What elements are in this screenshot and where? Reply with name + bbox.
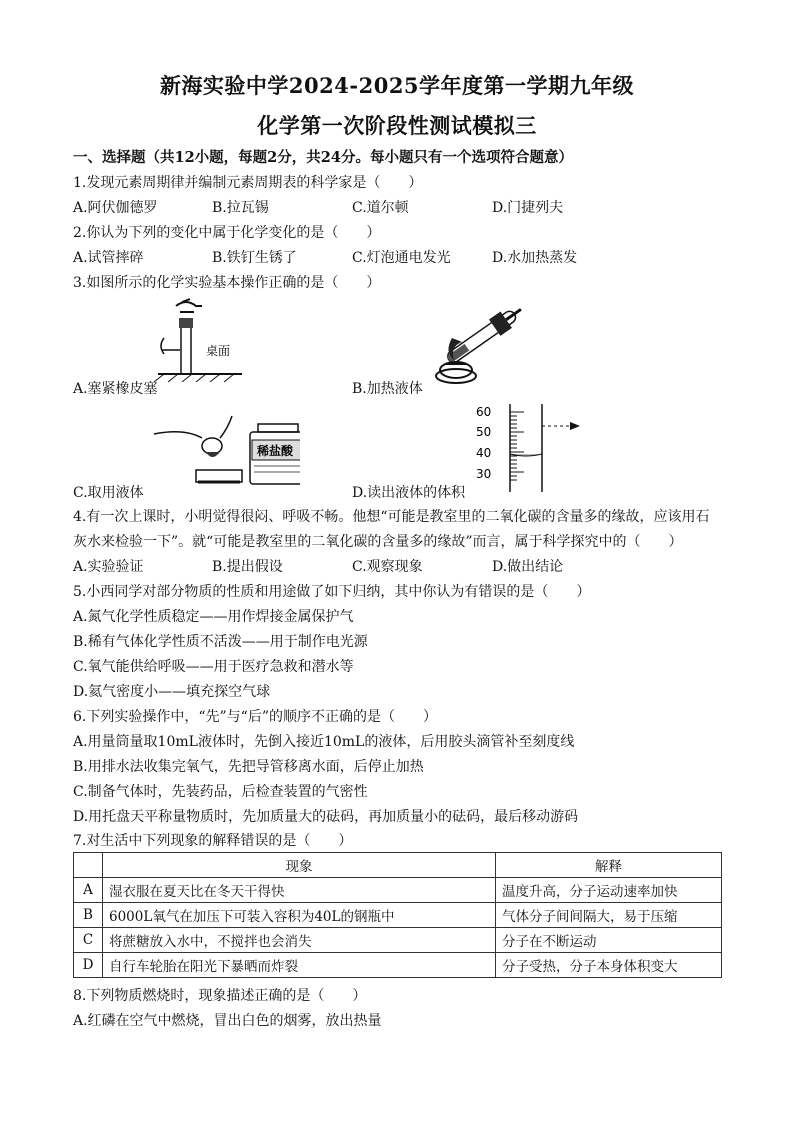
row-explanation: 分子在不断运动 [496,928,722,953]
row-phenomenon: 6000L氧气在加压下可装入容积为40L的钢瓶中 [103,903,496,928]
q8-option-a: A.红磷在空气中燃烧，冒出白色的烟雾，放出热量 [73,1013,382,1029]
question-4-stem-line1: 4.有一次上课时，小明觉得很闷、呼吸不畅。他想“可能是教室里的二氧化碳的含量多的缘故，应该用石 [73,509,710,525]
q4-option-b: B.提出假设 [212,559,283,575]
q3-option-b: B.加热液体 [352,381,423,397]
row-key: C [74,928,103,953]
q6-option-d: D.用托盘天平称量物质时，先加质量大的砝码，再加质量小的砝码，最后移动游码 [73,809,579,825]
q3-option-d: D.读出液体的体积 [352,485,466,501]
q3-option-c: C.取用液体 [73,485,144,501]
q2-option-b: B.铁钉生锈了 [212,250,297,266]
table-label: 桌面 [206,344,231,358]
table-row [74,903,722,928]
q1-option-d: D.门捷列夫 [492,200,564,216]
table-header-key [74,853,103,878]
figure-heat-liquid [428,298,532,388]
cylinder-tick-60: 60 [476,405,492,419]
q6-option-a: A.用量筒量取10mL液体时，先倒入接近10mL的液体，后用胶头滴管补至刻度线 [73,734,575,750]
figure-insert-stopper [150,298,250,382]
row-phenomenon: 自行车轮胎在阳光下暴晒而炸裂 [103,953,496,978]
reagent-bottle-label: 稀盐酸 [257,444,294,458]
row-key: D [74,953,103,978]
table-header-explanation: 解释 [496,853,722,878]
q2-option-d: D.水加热蒸发 [492,250,578,266]
figure-read-volume [470,400,582,492]
table-header-row [74,853,722,878]
question-8-stem: 8.下列物质燃烧时，现象描述正确的是（ ） [73,988,367,1004]
row-key: B [74,903,103,928]
q1-option-b: B.拉瓦锡 [212,200,269,216]
question-1-stem: 1.发现元素周期律并编制元素周期表的科学家是（ ） [73,175,423,191]
table-row [74,878,722,903]
q2-option-c: C.灯泡通电发光 [352,250,451,266]
q5-option-b: B.稀有气体化学性质不活泼——用于制作电光源 [73,634,368,650]
q3-option-a: A.塞紧橡皮塞 [73,381,158,397]
figure-take-liquid [150,408,300,490]
q6-option-b: B.用排水法收集完氧气，先把导管移离水面，后停止加热 [73,759,424,775]
q4-option-d: D.做出结论 [492,559,564,575]
table-row [74,928,722,953]
q6-option-c: C.制备气体时，先装药品，后检查装置的气密性 [73,784,368,800]
question-5-stem: 5.小西同学对部分物质的性质和用途做了如下归纳，其中你认为有错误的是（ ） [73,584,591,600]
row-key: A [74,878,103,903]
exam-subtitle: 化学第一次阶段性测试模拟三 [257,113,537,138]
row-explanation: 气体分子间间隔大，易于压缩 [496,903,722,928]
row-phenomenon: 湿衣服在夏天比在冬天干得快 [103,878,496,903]
question-6-stem: 6.下列实验操作中，“先”与“后”的顺序不正确的是（ ） [73,709,437,725]
q2-option-a: A.试管摔碎 [73,250,144,266]
section-heading: 一、选择题（共12小题，每题2分，共24分。每小题只有一个选项符合题意） [73,149,573,166]
exam-title: 新海实验中学2024-2025学年度第一学期九年级 [159,73,635,98]
q1-option-a: A.阿伏伽德罗 [73,200,158,216]
cylinder-tick-50: 50 [476,425,492,439]
q1-option-c: C.道尔顿 [352,200,409,216]
row-phenomenon: 将蔗糖放入水中，不搅拌也会消失 [103,928,496,953]
q5-option-d: D.氦气密度小——填充探空气球 [73,684,271,700]
q5-option-a: A.氮气化学性质稳定——用作焊接金属保护气 [73,609,354,625]
q4-option-c: C.观察现象 [352,559,423,575]
explanation-table [73,852,722,978]
cylinder-tick-30: 30 [476,467,492,481]
question-4-stem-line2: 灰水来检验一下”。就“可能是教室里的二氧化碳的含量多的缘故”而言，属于科学探究中的（ ） [73,534,683,550]
row-explanation: 分子受热，分子本身体积变大 [496,953,722,978]
cylinder-tick-40: 40 [476,446,492,460]
question-7-stem: 7.对生活中下列现象的解释错误的是（ ） [73,833,353,849]
table-header-phenomenon: 现象 [103,853,496,878]
table-row [74,953,722,978]
question-2-stem: 2.你认为下列的变化中属于化学变化的是（ ） [73,225,381,241]
q4-option-a: A.实验验证 [73,559,144,575]
q5-option-c: C.氧气能供给呼吸——用于医疗急救和潜水等 [73,659,354,675]
row-explanation: 温度升高，分子运动速率加快 [496,878,722,903]
question-3-stem: 3.如图所示的化学实验基本操作正确的是（ ） [73,275,381,291]
